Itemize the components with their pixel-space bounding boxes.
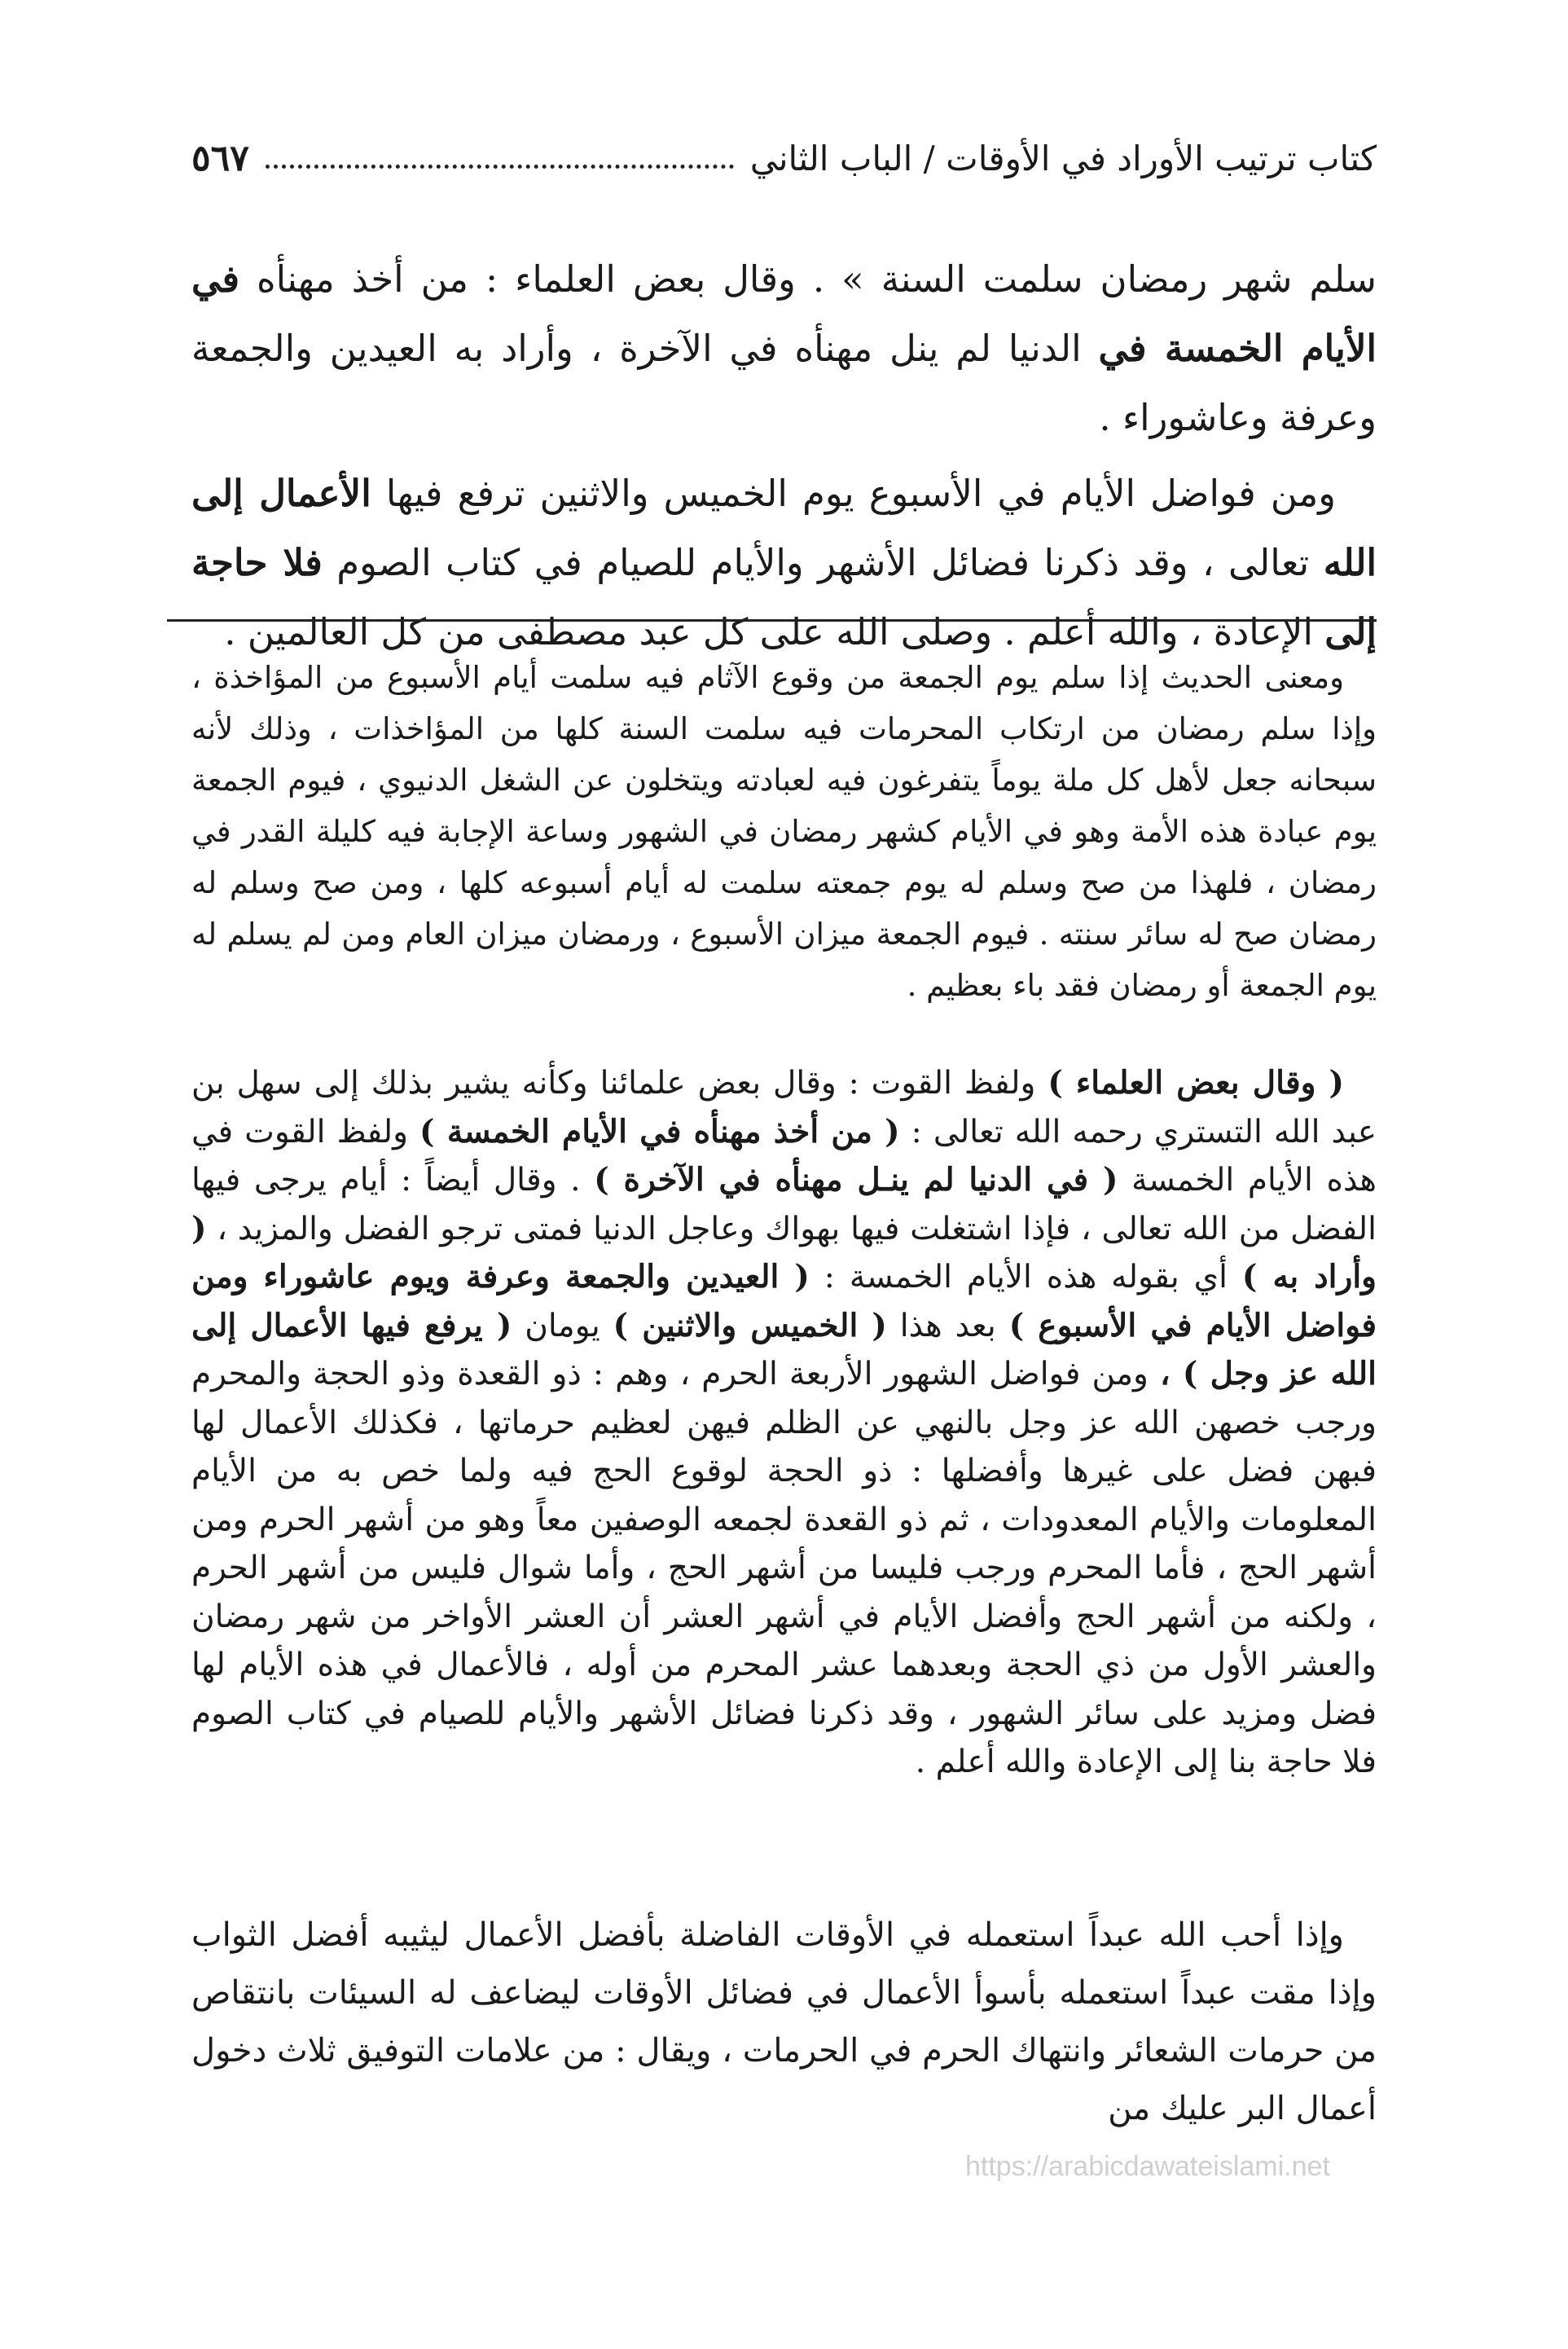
quoted-matn: ( يرفع فيها الأعمال إلى الله عز وجل ) ، bbox=[191, 1306, 1377, 1392]
quoted-matn: ( العيدين والجمعة وعرفة ويوم عاشوراء ومن فواضل الأيام في الأسبوع ) bbox=[191, 1258, 1377, 1344]
quoted-matn: ( في الدنيا لم ينـل مهنأه في الآخرة ) bbox=[594, 1161, 1118, 1199]
main-paragraph bbox=[191, 244, 1377, 452]
commentary bbox=[191, 1059, 1377, 1787]
main-text-bold: في الأيام الخمسة في bbox=[191, 257, 1377, 370]
main-text-run: سلم شهر رمضان سلمت السنة » . وقال بعض العلماء : من أخذ مهنأه bbox=[239, 257, 1377, 301]
commentary-text: أي بقوله هذه الأيام الخمسة : bbox=[809, 1259, 1242, 1295]
main-text-run: الإعادة ، والله أعلم . وصلى الله على كل عبد مصطفى من كل العالمين . bbox=[224, 610, 1325, 653]
main-text-bold: الأعمال إلى الله bbox=[191, 472, 1377, 584]
commentary-text: ولفظ القوت في هذه الأيام الخمسة bbox=[191, 1113, 1377, 1199]
footnote-separator bbox=[167, 619, 1377, 622]
closing-paragraph: وإذا أحب الله عبداً استعمله في الأوقات الفاضلة بأفضل الأعمال ليثيبه أفضل الثواب وإذا مقت عبداً استعمله بأسوأ الأعمال في فضائل الأوقات ليضاعف له السيئات بانتقاص من حرمات الشعائر وانتهاك الحرم في الحرمات ، ويقال : من علامات التوفيق ثلاث دخول أعمال البر عليك من bbox=[191, 1916, 1377, 2127]
main-text-bold: فلا حاجة إلى bbox=[191, 541, 1377, 653]
commentary-text: ومن فواضل الشهور الأربعة الحرم ، وهم : ذو القعدة وذو الحجة والمحرم ورجب خصهن الله عز وجل بالنهي عن الظلم فيهن لعظيم حرماتها ، فكذلك الأعمال لها فبهن فضل على غيرها وأفضلها : ذو الحجة لوقوع الحج فيه ولما خص به من الأيام المعلومات والأيام المعدودات ، ثم ذو القعدة لجمعه الوصفين معاً وهو من أشهر الحرم ومن أشهر الحج ، فأما المحرم ورجب فليسا من أشهر الحج ، وأما شوال فليس من أشهر الحرم ، ولكنه من أشهر الحج وأفضل الأيام في أشهر العشر أن العشر الأواخر من شهر رمضان والعشر الأول من ذي الحجة وبعدهما عشر المحرم من أوله ، فالأعمال في هذه الأيام لها فضل ومزيد على سائر الشهور ، وقد ذكرنا فضائل الأشهر والأيام للصيام في كتاب الصوم فلا حاجة بنا إلى الإعادة والله أعلم . bbox=[191, 1356, 1377, 1780]
quoted-matn: ( وقال بعض العلماء ) bbox=[1048, 1064, 1345, 1102]
main-text bbox=[191, 244, 1377, 666]
main-text-run: تعالى ، وقد ذكرنا فضائل الأشهر والأيام للصيام في كتاب الصوم bbox=[322, 541, 1324, 584]
commentary-text: ولفظ القوت : وقال بعض علمائنا وكأنه يشير بذلك إلى سهل بن عبد الله التستري رحمه الله تعالى : bbox=[191, 1065, 1377, 1150]
page-number: ٥٦٧ bbox=[191, 138, 249, 179]
quoted-matn: ( وأراد به ) bbox=[191, 1209, 1377, 1295]
closing-text bbox=[191, 1907, 1377, 2138]
main-text-run: الدنيا لم ينل مهنأه في الآخرة ، وأراد به العيدين والجمعة وعرفة وعاشوراء . bbox=[191, 327, 1377, 439]
watermark-url: https://arabicdawateislami.net bbox=[965, 2151, 1330, 2182]
quoted-matn: ( من أخذ مهنأه في الأيام الخمسة ) bbox=[419, 1112, 900, 1150]
commentary-paragraph bbox=[191, 1059, 1377, 1787]
footnote-paragraph: ومعنى الحديث إذا سلم يوم الجمعة من وقوع الآثام فيه سلمت أيام الأسبوع من المؤاخذة ، وإذا سلم رمضان من ارتكاب المحرمات فيه سلمت السنة كلها من المؤاخذات ، وذلك لأنه سبحانه جعل لأهل كل ملة يوماً يتفرغون فيه لعبادته ويتخلون عن الشغل الدنيوي ، فيوم الجمعة يوم عبادة هذه الأمة وهو في الأيام كشهر رمضان في الشهور وساعة الإجابة فيه كليلة القدر في رمضان ، فلهذا من صح وسلم له يوم جمعته سلمت له أيام أسبوعه كلها ، ومن صح وسلم له رمضان صح له سائر سنته . فيوم الجمعة ميزان الأسبوع ، ورمضان ميزان العام ومن لم يسلم له يوم الجمعة أو رمضان فقد باء بعظيم . bbox=[191, 660, 1377, 1003]
running-header-title: كتاب ترتيب الأوراد في الأوقات / الباب الثاني bbox=[749, 139, 1377, 178]
footnote bbox=[191, 652, 1377, 1011]
commentary-text: بعد هذا bbox=[886, 1307, 1009, 1344]
main-paragraph bbox=[191, 459, 1377, 666]
quoted-matn: ( الخميس والاثنين ) bbox=[613, 1306, 887, 1344]
commentary-text: . وقال أيضاً : أيام يرجى فيها الفضل من الله تعالى ، فإذا اشتغلت فيها بهواك وعاجل الدنيا فمتى ترجو الفضل والمزيد ، bbox=[191, 1162, 1377, 1247]
commentary-text: يومان bbox=[512, 1307, 613, 1344]
running-header bbox=[191, 130, 1377, 187]
main-text-run: ومن فواضل الأيام في الأسبوع يوم الخميس والاثنين ترفع فيها bbox=[371, 472, 1336, 515]
dot-leader bbox=[266, 165, 734, 169]
